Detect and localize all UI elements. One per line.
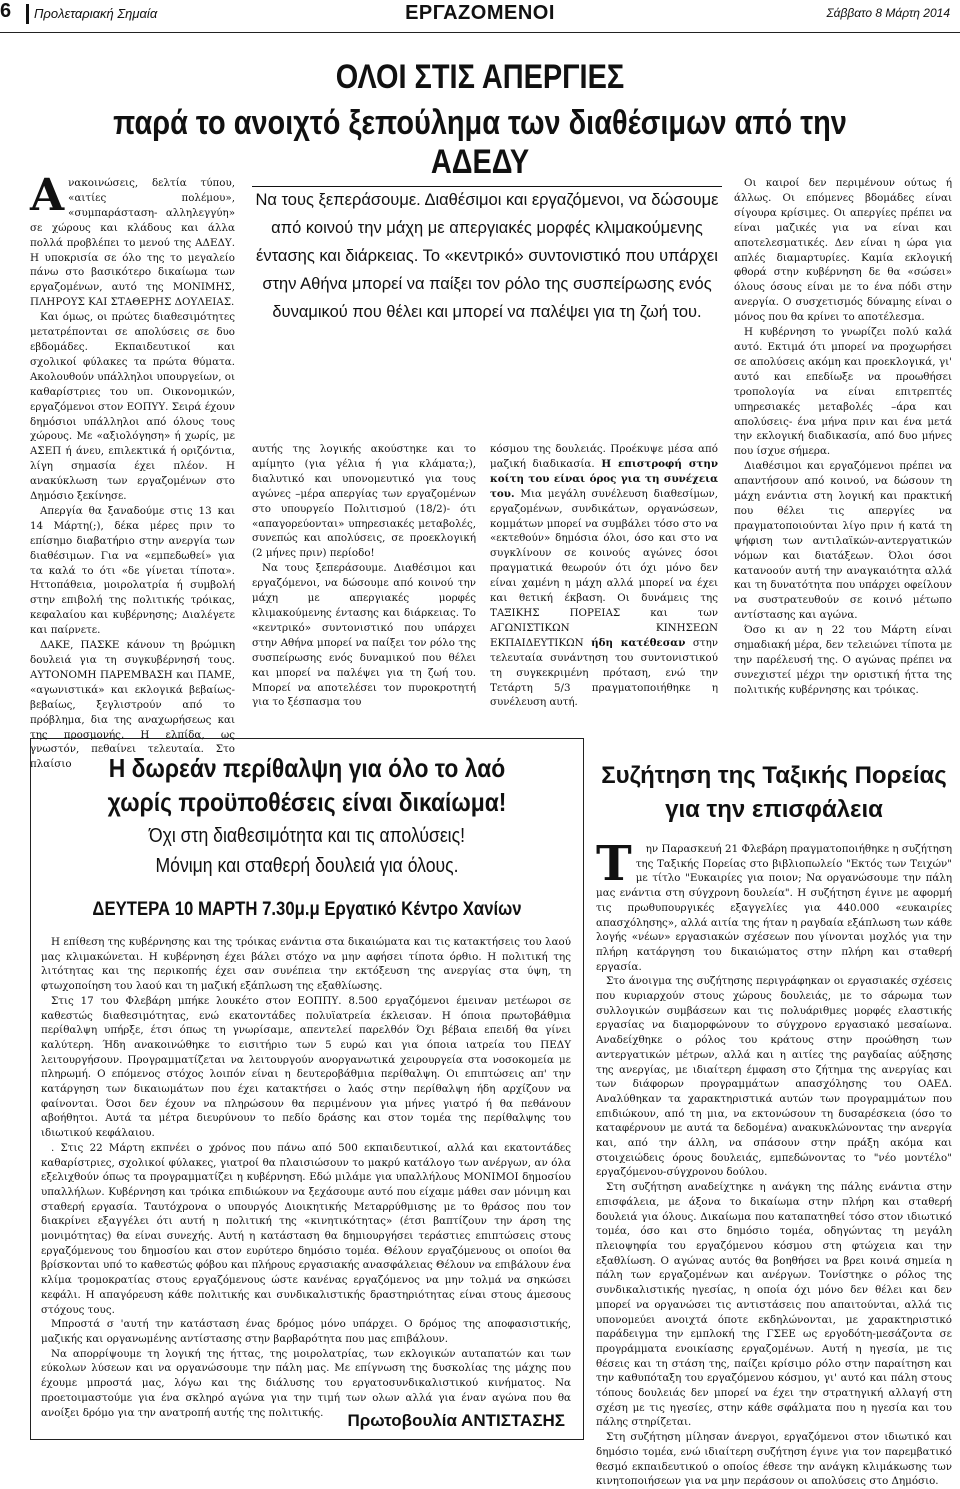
text-run: στην τελευταία συνάντηση του συντονιστικού τη συγκεκριμένη πρόταση, ενώ την Τετάρτη 5/3 πραγματοποιήθηκε η συνέλευση αυτή. <box>490 636 718 709</box>
bold-text: ήδη κατέθεσαν <box>591 636 686 649</box>
article-subtitle: παρά το ανοιχτό ξεπούλημα των διαθέσιμων από την ΑΔΕΔΥ <box>113 104 847 181</box>
box-title: Η δωρεάν περίθαλψη για όλο το λαό <box>108 753 506 783</box>
paragraph: νακοινώσεις, δελτία τύπου, «αιτίες πολέμου», «συμπαράσταση- αλληλεγγύη» σε χώρους και κλάδους και άλλα πολλά προβλέπει το μενού της ΑΔΕΔΥ. Η υποκρισία σε όλο της το μεγαλείο πάνω στο βασικότερο δικαίωμα των εργαζομένων, αυτό της ΜΟΝΙΜΗΣ, ΠΛΗΡΟΥΣ ΚΑΙ ΣΤΑΘΕΡΗΣ ΔΟΥΛΕΙΑΣ. <box>30 177 235 309</box>
issue-date: Σάββατο 8 Μάρτη 2014 <box>826 6 950 20</box>
text-run: Μια μεγάλη συνέλευση διαθεσίμων, εργαζομένων, συνδικάτων, οργανώσεων, κομμάτων μπορεί να συμβάλει τόσο στο να «εκτεθούν» δημόσια όλοι, όσο και στο να συγκλίνουν σε κοινούς αγώνες όσοι πραγματικά θεωρούν ότι όχι μόνο δεν είναι χαμένη η μάχη αλλά μπορεί να έχει και θετική έκβαση. Οι δυνάμεις της ΤΑΞΙΚΗΣ ΠΟΡΕΙΑΣ και των ΑΓΩΝΙΣΤΙΚΩΝ ΚΙΝΗΣΕΩΝ ΕΚΠΑΙΔΕΥΤΙΚΩΝ <box>490 487 718 649</box>
drop-cap: Α <box>30 170 65 221</box>
paragraph: Απεργία θα ξαναδούμε στις 13 και 14 Μάρτη(;), δέκα μέρες πριν το επίσημο διαβατήριο στην ανεργία των διαθέσιμων. Για να «εμπεδωθεί» για τα καλά το ότι «δε γίνεται τίποτα». Ηττοπάθεια, μοιρολατρία ή συμβολή στην επιβολή της πολιτικής τρόικας, κεφαλαίου και κυβέρνησης; Διαλέγετε και παίρνετε. <box>30 504 235 637</box>
paragraph: Διαθέσιμοι και εργαζόμενοι πρέπει να απαντήσουν από κοινού, να δώσουν τη μάχη ενάντια στη λογική και πρακτική που θέλει τις απεργίες να πραγματοποιούνται λίγο πριν ή κατά τη ψήφιση των αντιλαϊκών-αντεργατικών νόμων και διατάξεων. Όλοι όσοι κατανοούν αυτή την αναγκαιότητα αλλά και τη δυνατότητα που υπάρχει οφείλουν να συστρατευθούν σε κοινό μέτωπο αντίστασης και αγώνα. <box>734 460 952 622</box>
article-column-1 <box>30 170 235 772</box>
box-subtitle: Όχι στη διαθεσιμότητα και τις απολύσεις! <box>149 825 465 847</box>
right-article-title: Συζήτηση της Ταξικής Πορείας <box>601 762 947 789</box>
page-header <box>0 0 960 30</box>
page-number: 6 <box>0 0 12 22</box>
paragraph: Στο άνοιγμα της συζήτησης περιγράφηκαν οι εργασιακές σχέσεις που κυριαρχούν στους χώρους δουλειάς, με το σάρωμα των συλλογικών συμβάσεων και τις πολυάριθμες μορφές ελαστικής εργασίας να διαμορφώνουν το σύγχρονο εργασιακό μεσαίωνα. Αναδείχθηκε ο ρόλος του κράτους στην προώθηση των αντεργατικών μέτρων, αλλά και η αιτίες της ραγδαίας αύξησης της ανεργίας, με ιδιαίτερη έμφαση στο ζήτημα της ανεργίας και των διάφορων προγραμμάτων απασχόλησης του ΟΑΕΔ. Αναλύθηκαν τα χαρακτηριστικά αυτών των προγραμμάτων που επιδιώκουν, από τη μια, να εκτονώσουν τη δυσαρέσκεια (όσο το καταφέρνουν με αυτά τα δεδομένα) ανακυκλώνοντας την ανεργία και, από την άλλη, να σπάσουν στην πράξη ακόμα και στοιχειώδεις όρους δουλειάς, εμπεδώνοντας το "νέο μοντέλο" εργαζόμενου-σύγχρονου δούλου. <box>596 975 952 1179</box>
pullquote: Να τους ξεπεράσουμε. Διαθέσιμοι και εργαζόμενοι, να δώσουμε από κοινού την μάχη με απεργιακές μορφές κλιμακούμενης έντασης και διάρκειας. Το «κεντρικό» συντονιστικό που υπάρχει στην Αθήνα μπορεί να παίξει τον ρόλο της συσπείρωσης ενός δυναμικού που θέλει και μπορεί να παλέψει για τη ζωή του. <box>255 191 719 321</box>
box-text <box>41 935 571 1420</box>
article-column-4 <box>734 176 952 698</box>
paragraph: Η κυβέρνηση το γνωρίζει πολύ καλά αυτό. Εκτιμά ότι μπορεί να προχωρήσει σε απολύσεις ακόμη και προεκλογικά, γι' αυτό και επεδίωξε να προωθήσει τροπολογία να είναι επιτρεπτές υπηρεσιακές μεταβολές –άρα και απολύσεις- ένα μήνα πριν και ένα μετά την εκλογική διαδικασία, από δυο μήνες που ίσχυε σήμερα. <box>734 326 952 458</box>
header-rule <box>0 32 960 33</box>
paragraph: Στις 17 του Φλεβάρη μπήκε λουκέτο στον ΕΟΠΠΥ. 8.500 εργαζόμενοι έμειναν μετέωροι σε καθεστώς διαθεσιμότητας, ενώ εκατοντάδες πολυϊατρεία έκλεισαν. Η όποια πρωτοβάθμια περίθαλψη υπήρξε, έτσι όπως τη γνωρίσαμε, απεντελεί παρελθόν Όχι βέβαια επειδή θα γίνει καλύτερη. Ήδη ανακοινώθηκε το εισιτήριο των 5 ευρώ και για όποια ιατρεία του ΠΕΔΥ λειτουργήσουν. Προγραμματίζεται να λειτουργούν ανοργανωτικά χειρουργεία στα νοσοκομεία με πληρωμή. Ο επόμενος στόχος λοιπόν είναι η δευτεροβάθμια περίθαλψη. Οι επιπτώσεις απ' την κατάργηση των δικαιωμάτων που έχει κατακτήσει ο λαός στην περίθαλψη ήδη αρχίζουν να φαίνονται. Όσοι δεν έχουν να πληρώσουν θα περιμένουν για μήνες γιατρό ή θα πεθάνουν αβοήθητοι. Αυτά τα μέτρα διευρύνουν το πεδίο δράσης και στον τομέα της περίθαλψης του ιδιωτικού κεφάλαιου. <box>41 994 571 1140</box>
event-box <box>30 738 584 1440</box>
article-title: ΟΛΟΙ ΣΤΙΣ ΑΠΕΡΓΙΕΣ <box>335 58 625 96</box>
box-title-2: χωρίς προϋποθέσεις είναι δικαίωμα! <box>107 787 507 817</box>
paragraph: Οι καιροί δεν περιμένουν ούτως ή άλλως. Οι επόμενες βδομάδες είναι σίγουρα κρίσιμες. Οι απεργίες πρέπει να είναι μαζικές για να είναι και αποτελεσματικές. Δεν είναι η ώρα για απλές διαμαρτυρίες. Καμία εκλογική φθορά στην κυβέρνηση δε θα «σώσει» όλους όσους είναι με το ένα πόδι στην ανεργία. Ο συσχετισμός δύναμης είναι ο μόνος που θα κρίνει το αποτέλεσμα. <box>734 177 952 324</box>
section-title: ΕΡΓΑΖΟΜΕΝΟΙ <box>405 2 555 24</box>
publication-name: Προλεταριακή Σημαία <box>34 6 158 21</box>
event-info: ΔΕΥΤΕΡΑ 10 ΜΑΡΤΗ 7.30μ.μ Εργατικό Κέντρο Χανίων <box>92 899 522 920</box>
article-column-2 <box>252 442 476 710</box>
paragraph: Και όμως, οι πρώτες διαθεσιμότητες μετατρέπονται σε απολύσεις σε δυο εβδομάδες. Εκπαιδευτικοί και σχολικοί φύλακες τα πρώτα θύματα. Ακολουθούν υπάλληλοι υπουργείων, οι καθαρίστριες του υπ. Οικονομικών, εργαζόμενοι στον ΕΟΠΥΥ. Σειρά έχουν δημόσιοι υπάλληλοι από όλους τους χώρους. Με «αξιολόγηση» ή χωρίς, με ΑΣΕΠ ή άνευ, επιλεκτικά ή οριζόντια, λίγη σημασία έχει πλέον. Η ανακύκλωση των εργαζομένων στο Δημόσιο ξεκίνησε. <box>30 311 235 503</box>
box-subtitle-2: Μόνιμη και σταθερή δουλειά για όλους. <box>155 855 459 877</box>
drop-cap: Τ <box>596 836 632 892</box>
paragraph: Στη συζήτηση μίλησαν άνεργοι, εργαζόμενοι στον ιδιωτικό και δημόσιο τομέα, ενώ ιδιαίτερη συζήτηση έγινε για τον παρεμβατικό θεσμό εκπαιδευτικού ο οποίος έθεσε την ανάγκη κλιμάκωσης των κινητοποιήσεων για να μην περάσουν οι απολύσεις στο Δημόσιο. <box>596 1431 952 1488</box>
bold-text: Η επιστροφή στην κοίτη του είναι όρος για τη συνέχεια του. <box>490 457 718 500</box>
paragraph: . Στις 22 Μάρτη εκπνέει ο χρόνος που πάνω από 500 εκπαιδευτικοί, αλλά και εκατοντάδες καθαρίστριες, σχολικοί φύλακες, γιατροί θα πλαισιώσουν το μακρύ κατάλογο των ανέργων, αν όλα εξελιχθούν όπως τα προγραμματίζει η κυβέρνηση. Εδώ μιλάμε για υπαλλήλους ΜΟΝΙΜΟΙ δημοσίου υπαλλήλων. Κυβέρνηση και τρόικα επιδιώκουν να ξεχάσουμε αυτό που είχαμε μάθει σαν μόνιμη και σταθερή εργασία. Ταυτόχρονα ο υπουργός Διοικητικής Μεταρρύθμισης με το θράσος που τον διακρίνει εξαγγέλει ότι αυτή η πολιτική της «κινητικότητας» (έτσι βαπτίζουν την άρση της μονιμότητας) θα είναι συνεχής. Αυτή η κατάσταση θα δημιουργήσει τεράστιες επιπτώσεις στους εργαζόμενους του δημοσίου και στον ευρύτερο δημόσιο τομέα. Θέλουν εργαζόμενους οι οποίοι θα βρίσκονται υπό το καθεστώς φόβου και πλήρους εργασιακής ανασφάλειας Θέλουν να επιβάλουν ένα κλίμα τρομοκρατίας στους εργαζόμενους ώστε κανένας εργαζόμενος να μην τολμά να σηκώσει κεφάλι. Η απαγόρευση κάθε πολιτικής και συνδικαλιστικής δραστηριότητας είναι στους άμεσους στόχους τους. <box>41 1141 571 1316</box>
text-run: κόσμου της δουλειάς. Προέκυψε μέσα από μαζική διαδικασία. <box>490 443 718 470</box>
paragraph: Μπροστά σ 'αυτή την κατάσταση ένας δρόμος μόνο υπάρχει. Ο δρόμος της αποφασιστικής, μαζικής και οργανωμένης αντίστασης στην βαρβαρότητα που μας επιβάλουν. <box>41 1318 571 1345</box>
paragraph: Η επίθεση της κυβέρνησης και της τρόικας ενάντια στα δικαιώματα και τις κατακτήσεις του λαού μας κλιμακώνεται. Η κυβέρνηση έχει βάλει στόχο να μην αφήσει τίποτα όρθιο. Η πολιτική της λιτότητας και της περικοπής έχει σαν συνέπεια την εκτόξευση της ανεργίας στα ύψη, τη φτωχοποίηση του λαού και τη μαζική εξάπλωση της εξαθλίωσης. <box>41 936 571 993</box>
right-article-title-2: για την επισφάλεια <box>665 796 883 823</box>
paragraph: Να τους ξεπεράσουμε. Διαθέσιμοι και εργαζόμενοι, να δώσουμε από κοινού την μάχη με απεργιακές μορφές κλιμακούμενης έντασης και διάρκειας. Το «κεντρικό» συντονιστικό που υπάρχει στην Αθήνα μπορεί να παίξει τον ρόλο της συσπείρωσης ενός δυναμικού που θέλει και μπορεί να παλέψει για τη ζωή του. Μπορεί να αποτελέσει τον πυροκροτητή για το ξέσπασμα του <box>252 562 476 709</box>
article-column-3 <box>490 442 718 710</box>
paragraph: ΔΑΚΕ, ΠΑΣΚΕ κάνουν τη βρώμικη δουλειά για τη συγκυβέρνησή τους. ΑΥΤΟΝΟΜΗ ΠΑΡΕΜΒΑΣΗ και ΠΑΜΕ, «αγωνιστικά» και εκλογικά βεβαίως-βεβαίως, ξεγλιστρούν από το πρόβλημα, δια της αναχωρήσεως και της προσμονής. Η ελπίδα, ως γνωστόν, πεθαίνει τελευταία. Στο πλαίσιο <box>30 639 235 771</box>
paragraph: Στη συζήτηση αναδείχτηκε η ανάγκη της πάλης ενάντια στην επισφάλεια, με άξονα το δικαίωμα στην πλήρη και σταθερή δουλειά για όλους. Δικαίωμα που καταπατηθεί τόσο στον ιδιωτικό τομέα, όσο και στο δημόσιο τομέα, οδηγώντας τη μεγάλη πλειοψηφία του εργαζόμενου κόσμου στη φτώχεια και την εξαθλίωση. Ο αγώνας αυτός θα βοηθήσει να βρει κοινά σημεία η πάλη των εργαζομένων και ανέργων. Τονίστηκε ο ρόλος της συνδικαλιστικής ηγεσίας, η οποία όχι μόνο δεν θέλει και δεν μπορεί να οργανώσει τις αντιστάσεις που απαιτούνται, αλλά τις υπονομεύει ανοιχτά όποτε εκδηλώνονται, με χαρακτηριστικό παράδειγμα την εμπλοκή της ΓΣΕΕ ως εργοδότη-μεσάζοντα σε προγράμματα ενοικίασης εργαζομένων. Αυτή η ηγεσία, με τις θέσεις και τη στάση της, παίζει κρίσιμο ρόλο στην παραίτηση και την καθυπόταξη του εργαζόμενου κόσμου, γι' αυτό και πάλη στους τόπους δουλειάς δεν μπορεί να έχει την στρατηγική αλλαγή στη σχέση με τις ηγεσίες, στην κάθε σφάλματα που η ηγεσία και του πάλης στηρίζεται. <box>596 1181 952 1429</box>
paragraph: Όσο κι αν η 22 του Μάρτη είναι σημαδιακή μέρα, δεν τελειώνει τίποτα με την παρέλευσή της. Ο αγώνας πρέπει να συνεχιστεί μέχρι την οριστική ήττα της πολιτικής κυβέρνησης και τρόικας. <box>734 624 952 696</box>
paragraph: αυτής της λογικής ακούστηκε και το αμίμητο (για γέλια ή για κλάματα;), διαλυτικό και υπονομευτικό για τους αγώνες –μέρα απεργίας των εργαζομένων στο υπουργείο Πολιτισμού (18/2)- ότι «απαγορεύονται» υπηρεσιακές μεταβολές, συνεπώς και απολύσεις, σε προεκλογική (2 μήνες πριν) περίοδο! <box>252 443 476 560</box>
signature: Πρωτοβουλία ΑΝΤΙΣΤΑΣΗΣ <box>347 1411 565 1430</box>
paragraph: Να απορρίψουμε τη λογική της ήττας, της μοιρολατρίας, των εκλογικών αυταπατών και των εύκολων λύσεων και να οργανώσουμε την πάλη μας. Με επίγνωση της δυσκολίας της μάχης που έχουμε μπροστά μας, λόγω και της διάλυσης του εργατοσυνδικαλιστικού κινήματος. Να προετοιμαστούμε για ένα σκληρό αγώνα για την τιμή των ολων αλλά για έναν αγώνα που θα ανοίξει δρόμο για την ανατροπή αυτής της πολιτικής. <box>41 1347 571 1419</box>
right-article-text <box>596 836 952 1489</box>
paragraph: ην Παρασκευή 21 Φλεβάρη πραγματοποιήθηκε η συζήτηση της Ταξικής Πορείας στο βιβλιοπωλείο "Εκτός των Τειχών" με τίτλο "Ευκαιρίες για ποιον; Να οργανώσουμε την πάλη μας ενάντια στη σύγχρονη δουλεία". Η συζήτηση έγινε με αφορμή τις πρωθυπουργικές εξαγγελίες για 440.000 «ευκαιρίες απασχόλησης», αλλά αιτία της ήταν η ραγδαία εξάπλωση των κάθε λογής «νέων» εργασιακών σχέσεων που γίνονται μοχλός για την πλήρη κατάργηση του δικαιώματος στην πλήρη και σταθερή εργασία. <box>596 843 952 973</box>
paragraph <box>490 442 718 710</box>
